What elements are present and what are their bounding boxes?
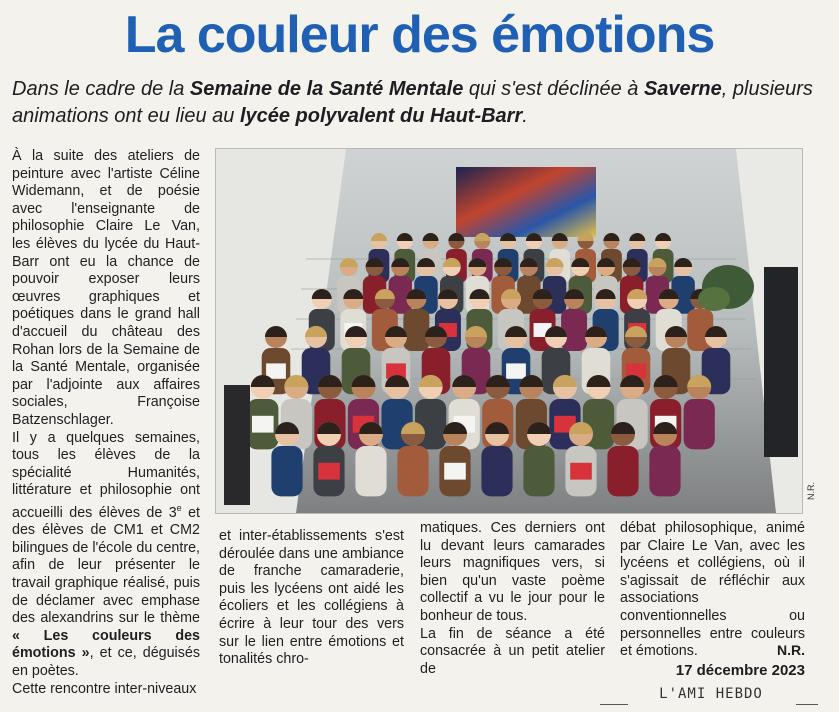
lede-part-2: qui s'est déclinée à — [463, 78, 644, 100]
student-figure — [649, 446, 680, 496]
student-figure — [523, 446, 554, 496]
article-column-1 — [12, 148, 200, 698]
student-figure — [397, 446, 428, 496]
student-figure — [684, 399, 715, 449]
article-headline: La couleur des émotions — [124, 6, 715, 64]
source-rule-right — [796, 704, 818, 705]
author-signature: N.R. — [777, 642, 805, 658]
column1-paragraph-2-a: Il y a quelques semaines, tous les élèves de la spécialité Humanités, littérature et philosophie ont accueilli des élèves de 3 — [12, 429, 200, 521]
held-card — [252, 416, 274, 433]
student-figure — [607, 446, 638, 496]
held-card — [570, 463, 592, 480]
column3-paragraph-1: matiques. Ces derniers ont lu devant leurs camarades leurs magnifiques vers, si bien qu'un vaste poème collectif a vu le jour pour le bonheur de tous. — [420, 520, 605, 624]
article-column-2: et inter-établissements s'est déroulée dans une ambiance de franche camaraderie, puis les lycéens ont aidé les écoliers et les collégiens à écrire à leur tour des vers sur le lien entre émotions et tonalités chro- — [219, 528, 404, 668]
column3-paragraph-2: La fin de séance a été consacrée à un petit atelier de — [420, 625, 605, 677]
student-figure — [561, 309, 587, 351]
student-figure — [403, 309, 429, 351]
lede-bold-event: Semaine de la Santé Mentale — [189, 78, 464, 100]
column1-paragraph-2-b: et des élèves de CM1 et CM2 bilingues de l'école du centre, afin de leur présenter le travail graphique réalisé, puis de déclamer avec emphase des alexandrins sur le thème — [12, 504, 200, 627]
article-column-4: débat philosophique, animé par Claire Le Van, avec les lycéens et collégiens, où il s'agissait de réfléchir aux associations conventionnelles ou personnelles entre couleurs et émotions. — [620, 520, 805, 660]
source-rule-left — [600, 704, 628, 705]
publication-date: 17 décembre 2023 — [675, 662, 805, 679]
held-card — [506, 363, 526, 378]
held-card — [444, 463, 466, 480]
article-column-3 — [420, 520, 605, 678]
student-figure — [481, 446, 512, 496]
group-photo-illustration — [216, 149, 802, 513]
student-figure — [271, 446, 302, 496]
lede-part-3: , plusieurs animations ont eu lieu au — [12, 78, 813, 127]
mural-painting — [456, 167, 596, 237]
group-photo — [215, 148, 803, 514]
held-card — [318, 463, 340, 480]
column1-superscript: e — [176, 502, 182, 513]
photo-credit: N.R. — [806, 482, 816, 500]
column1-paragraph-1: À la suite des ateliers de peinture avec l'artiste Céline Widemann, et de poésie avec l'enseignante de philosophie Claire Le Van, les élèves du lycée du Haut-Barr ont eu la chance de pouvoir exposer leurs œuvres graphiques et poétiques dans le grand hall d'accueil du château des Rohan lors de la Semaine de la Santé Mentale, organisée par l'adjointe aux affaires sociales, Françoise Batzenschlager. — [12, 148, 200, 428]
lede-part-1: Dans le cadre de la — [12, 78, 190, 100]
publication-source: L'AMI HEBDO — [659, 686, 763, 702]
lede-bold-town: Saverne — [643, 78, 722, 100]
column1-theme-title: « Les couleurs des émotions » — [12, 627, 200, 662]
left-speaker — [224, 385, 250, 505]
lede-bold-school: lycée polyvalent du Haut-Barr — [239, 105, 523, 127]
lede-part-4: . — [522, 105, 528, 127]
student-figure — [355, 446, 386, 496]
column1-paragraph-2-c: , et ce, déguisés en poètes. — [12, 645, 200, 679]
held-card — [266, 363, 286, 378]
column1-paragraph-2 — [12, 430, 200, 681]
article-lede — [12, 76, 832, 130]
speaker-stand — [764, 267, 798, 457]
column1-paragraph-3: Cette rencontre inter-niveaux — [12, 680, 197, 697]
